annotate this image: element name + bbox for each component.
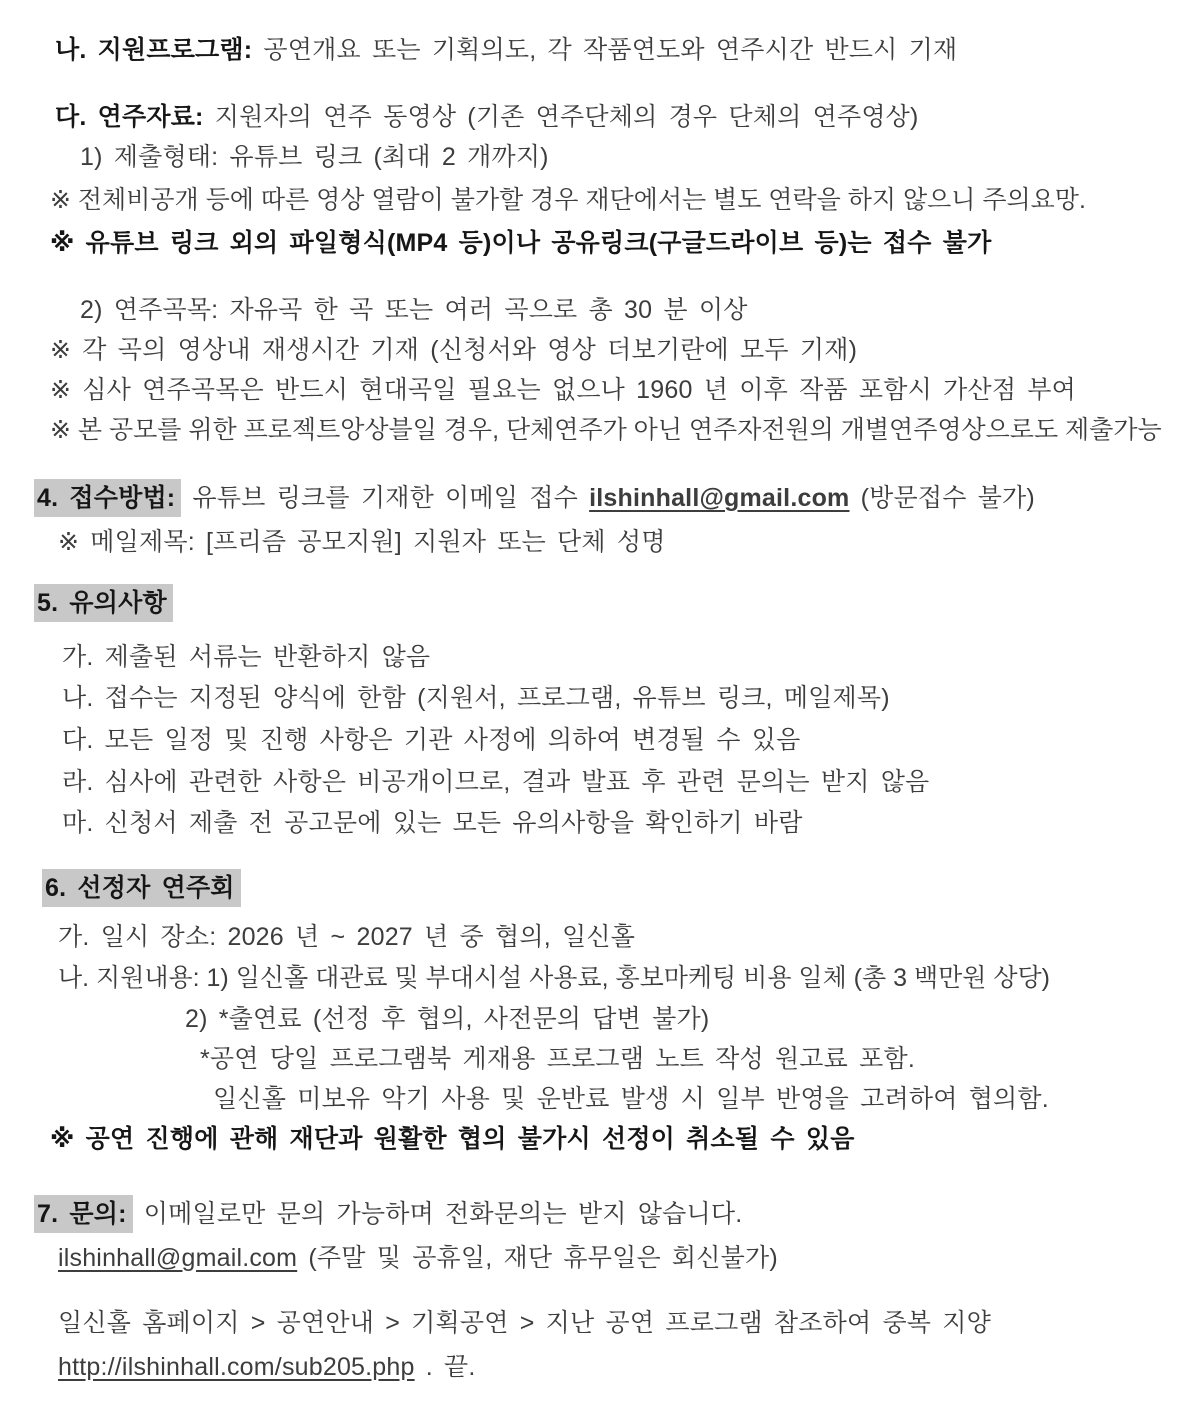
body-text: 일신홀 홈페이지 > 공연안내 > 기획공연 > 지난 공연 프로그램 참조하여 중복 지양 (58, 1309, 992, 1337)
note-playtime (0, 330, 1200, 370)
body-text: 나. 지원내용: 1) 일신홀 대관료 및 부대시설 사용료, 홍보마케팅 비용 일체 (총 3 백만원 상당) (58, 964, 1050, 992)
body-text: 가. 제출된 서류는 반환하지 않음 (62, 643, 431, 671)
body-text: *공연 당일 프로그램북 게재용 프로그램 노트 작성 원고료 포함. (200, 1045, 915, 1073)
line-notice-d (0, 762, 1200, 802)
body-text: 이메일로만 문의 가능하며 전화문의는 받지 않습니다. (132, 1200, 743, 1228)
section-5-heading (0, 583, 1200, 623)
body-text: 공연개요 또는 기획의도, 각 작품연도와 연주시간 반드시 기재 (252, 36, 958, 64)
section-heading: 5. 유의사항 (34, 584, 173, 622)
body-text: ※ 본 공모를 위한 프로젝트앙상블일 경우, 단체연주가 아닌 연주자전원의 개별연주영상으로도 제출가능 (50, 416, 1162, 444)
note-private-video (0, 180, 1200, 220)
line-support-program (0, 30, 1200, 70)
body-text: 2) *출연료 (선정 후 협의, 사전문의 답변 불가) (185, 1005, 710, 1033)
body-text: ※ 메일제목: [프리즘 공모지원] 지원자 또는 단체 성명 (58, 528, 666, 556)
section-6-heading (0, 868, 1200, 908)
body-text: 지원자의 연주 동영상 (기존 연주단체의 경우 단체의 연주영상) (203, 103, 919, 131)
note-project-ensemble (0, 410, 1200, 450)
body-text: (주말 및 공휴일, 재단 휴무일은 회신불가) (297, 1244, 778, 1272)
note-email-subject (0, 522, 1200, 562)
email-link[interactable]: ilshinhall@gmail.com (589, 484, 850, 512)
line-notice-e (0, 803, 1200, 843)
line-repertoire (0, 290, 1200, 330)
body-text: 1) 제출형태: 유튜브 링크 (최대 2 개까지) (80, 143, 549, 171)
line-notice-a (0, 637, 1200, 677)
email-link[interactable]: ilshinhall@gmail.com (58, 1244, 298, 1272)
body-text: 2) 연주곡목: 자유곡 한 곡 또는 여러 곡으로 총 30 분 이상 (80, 296, 748, 324)
section-7-heading-line (0, 1194, 1200, 1234)
line-instrument-transport (0, 1079, 1200, 1119)
line-website-url (0, 1347, 1200, 1387)
line-notice-c (0, 720, 1200, 760)
body-text: . 끝. (414, 1353, 476, 1381)
body-text: (방문접수 불가) (849, 484, 1035, 512)
body-text: ※ 유튜브 링크 외의 파일형식(MP4 등)이나 공유링크(구글드라이브 등)는 접수 불가 (50, 229, 992, 257)
body-text: 나. 접수는 지정된 양식에 한함 (지원서, 프로그램, 유튜브 링크, 메일제목) (62, 684, 890, 712)
note-modern-works-bonus (0, 370, 1200, 410)
body-text: ※ 전체비공개 등에 따른 영상 열람이 불가할 경우 재단에서는 별도 연락을 하지 않으니 주의요망. (50, 186, 1086, 214)
item-label: 다. 연주자료: (55, 103, 204, 131)
section-heading: 7. 문의: (34, 1195, 133, 1233)
item-label: 나. 지원프로그램: (55, 36, 253, 64)
line-website-reference (0, 1303, 1200, 1343)
body-text: ※ 심사 연주곡목은 반드시 현대곡일 필요는 없으나 1960 년 이후 작품 포함시 가산점 부여 (50, 376, 1077, 404)
note-youtube-only (0, 223, 1200, 263)
line-concert-date-venue (0, 917, 1200, 957)
body-text: ※ 공연 진행에 관해 재단과 원활한 협의 불가시 선정이 취소될 수 있음 (50, 1125, 855, 1153)
line-notice-b (0, 678, 1200, 718)
body-text: 마. 신청서 제출 전 공고문에 있는 모든 유의사항을 확인하기 바람 (62, 809, 803, 837)
line-support-details-1 (0, 958, 1200, 998)
section-4-heading-line (0, 478, 1200, 518)
body-text: 가. 일시 장소: 2026 년 ~ 2027 년 중 협의, 일신홀 (58, 923, 636, 951)
body-text: 유튜브 링크를 기재한 이메일 접수 (181, 484, 590, 512)
line-program-note-fee (0, 1039, 1200, 1079)
section-heading: 6. 선정자 연주회 (42, 869, 241, 907)
body-text: 다. 모든 일정 및 진행 사항은 기관 사정에 의하여 변경될 수 있음 (62, 726, 801, 754)
announcement-document (0, 30, 1200, 1387)
body-text: 일신홀 미보유 악기 사용 및 운반료 발생 시 일부 반영을 고려하여 협의함. (213, 1085, 1049, 1113)
section-heading: 4. 접수방법: (34, 479, 181, 517)
line-support-details-2 (0, 999, 1200, 1039)
note-selection-cancellation (0, 1119, 1200, 1159)
line-submission-format (0, 137, 1200, 177)
body-text: ※ 각 곡의 영상내 재생시간 기재 (신청서와 영상 더보기란에 모두 기재) (50, 336, 858, 364)
line-performance-materials (0, 97, 1200, 137)
line-contact-email (0, 1238, 1200, 1278)
url-link[interactable]: http://ilshinhall.com/sub205.php (58, 1353, 415, 1381)
body-text: 라. 심사에 관련한 사항은 비공개이므로, 결과 발표 후 관련 문의는 받지 않음 (62, 768, 930, 796)
